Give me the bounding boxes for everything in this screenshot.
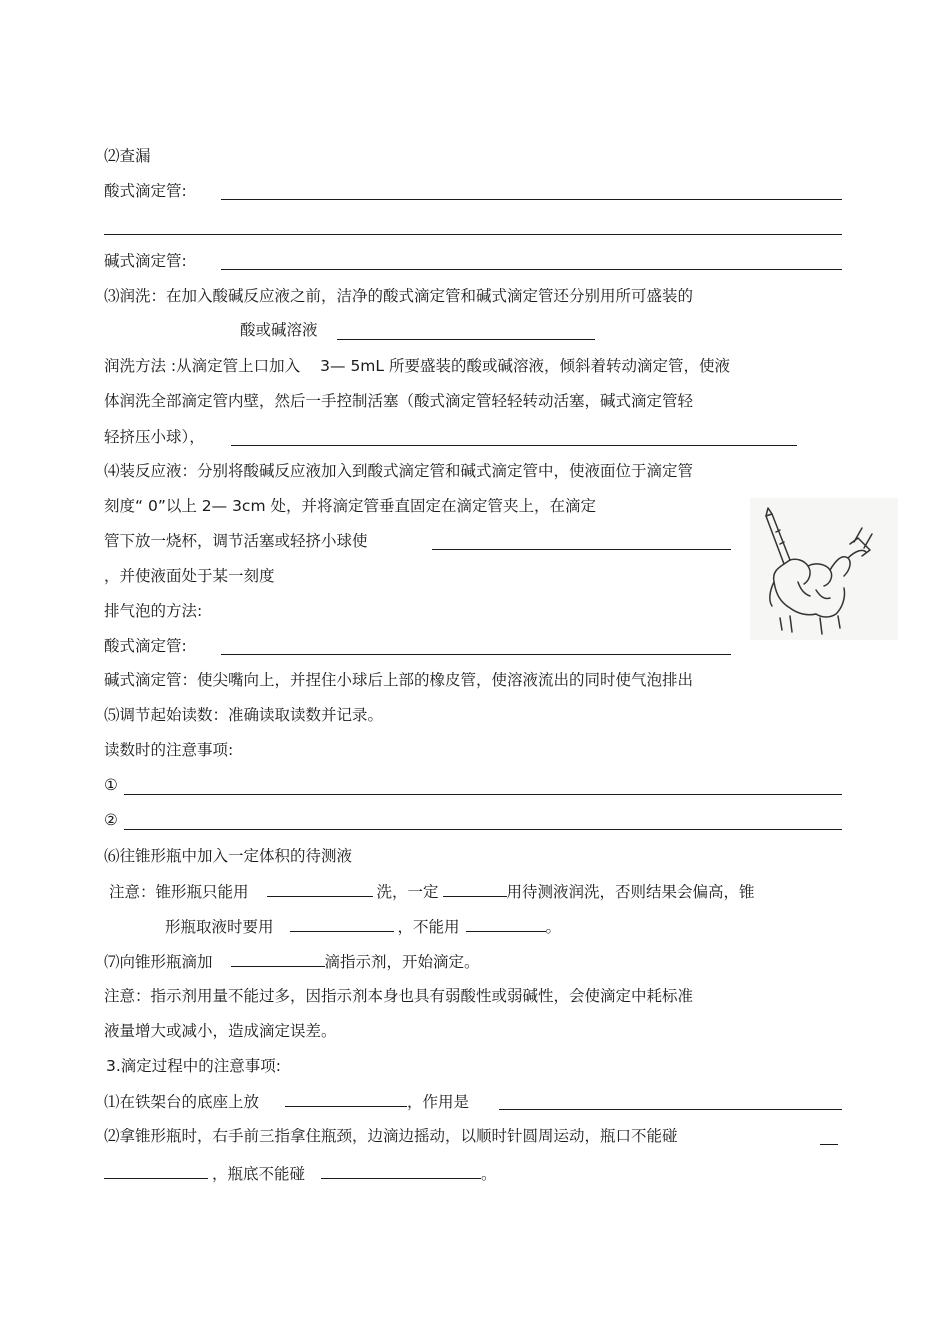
rinse-method-end: 3— 5mL 所要盛装的酸或碱溶液，倾斜着转动滴定管，使液 <box>320 357 730 375</box>
load-blank <box>432 549 731 550</box>
flask-note-line-2 <box>165 916 561 936</box>
flask-step-title: ⑹往锥形瓶中加入一定体积的待测液 <box>104 847 353 865</box>
point-2-blank-2 <box>321 1163 481 1179</box>
flask-note-text-b: 洗，一定 <box>376 883 439 901</box>
reading-note-1-marker: ① <box>104 776 118 794</box>
point-1-text-b: ，作用是 <box>407 1093 470 1111</box>
indicator-note-1: 注意：指示剂用量不能过多，因指示剂本身也具有弱酸性或弱碱性，会使滴定中耗标准 <box>104 987 694 1005</box>
point-2-text-a: ，瓶底不能碰 <box>212 1165 306 1183</box>
rinse-line-1: ⑶润洗：在加入酸碱反应液之前，洁净的酸式滴定管和碱式滴定管还分别用所可盛装的 <box>104 287 694 305</box>
reading-note-2-marker: ② <box>104 811 118 829</box>
rinse-method-line <box>104 356 730 376</box>
load-line-3: 管下放一烧杯，调节活塞或轻挤小球使 <box>104 532 368 550</box>
load-line-2: 刻度“ 0”以上 2— 3cm 处，并将滴定管垂直固定在滴定管夹上，在滴定 <box>104 497 596 515</box>
flask-blank-4 <box>466 916 546 932</box>
initial-reading-step: ⑸调节起始读数：准确读取读数并记录。 <box>104 706 384 724</box>
rinse-line-4: 体润洗全部滴定管内壁，然后一手控制活塞（酸式滴定管轻轻转动活塞，碱式滴定管轻 <box>104 392 694 410</box>
load-line-1: ⑷装反应液：分别将酸碱反应液加入到酸式滴定管和碱式滴定管中，使液面位于滴定管 <box>104 462 694 480</box>
rinse-blank <box>337 339 595 340</box>
point-2-blank-start <box>820 1144 838 1145</box>
flask-note2-text-b: ，不能用 <box>397 918 460 936</box>
reading-note-2-line <box>124 829 842 830</box>
flask-note-text-c: 用待测液润洗，否则结果会偏高，锥 <box>506 883 755 901</box>
base-buret-label: 碱式滴定管: <box>104 252 187 270</box>
flask-note-line-1 <box>109 881 755 901</box>
point-1-text-a: ⑴在铁架台的底座上放 <box>104 1093 260 1111</box>
rinse-end-blank <box>231 445 797 446</box>
flask-blank-3 <box>290 916 394 932</box>
point-2: ⑵拿锥形瓶时，右手前三指拿住瓶颈，边滴边摇动，以顺时针圆周运动，瓶口不能碰 <box>104 1127 678 1145</box>
indicator-note-2: 液量增大或减小，造成滴定误差。 <box>104 1022 337 1040</box>
rinse-method-start: 润洗方法 :从滴定管上口加入 <box>104 357 301 375</box>
acid-buret-answer-line <box>221 199 842 200</box>
point-2-blank-1 <box>104 1163 208 1179</box>
acid-buret-answer-line-2 <box>104 234 842 235</box>
point-1-blank-2 <box>499 1109 842 1110</box>
flask-note2-text-c: 。 <box>545 918 562 936</box>
section-3-heading: 3.滴定过程中的注意事项: <box>106 1057 282 1075</box>
base-buret-answer-line <box>221 269 842 270</box>
buret-hand-illustration <box>750 498 898 640</box>
point-1-blank-1 <box>285 1091 407 1107</box>
indicator-step <box>104 951 480 971</box>
check-leak-heading: ⑵查漏 <box>104 147 151 165</box>
point-2-continued <box>104 1163 497 1183</box>
flask-note2-text-a: 形瓶取液时要用 <box>165 918 274 936</box>
rinse-line-2: 酸或碱溶液 <box>240 321 318 339</box>
acid-buret-label: 酸式滴定管: <box>104 182 187 200</box>
rinse-line-5: 轻挤压小球）， <box>104 428 205 446</box>
point-1 <box>104 1091 469 1111</box>
point-2-text-b: 。 <box>481 1165 497 1183</box>
bubble-base-text: 碱式滴定管：使尖嘴向上，并捏住小球后上部的橡皮管，使溶液流出的同时使气泡排出 <box>104 671 694 689</box>
bubble-acid-blank <box>221 654 731 655</box>
bubble-acid-label: 酸式滴定管: <box>104 637 187 655</box>
indicator-blank <box>231 951 325 967</box>
load-line-4: ，并使液面处于某一刻度 <box>104 567 275 585</box>
flask-blank-1 <box>267 881 373 897</box>
flask-blank-2 <box>443 881 507 897</box>
indicator-text-a: ⑺向锥形瓶滴加 <box>104 953 213 971</box>
reading-note-1-line <box>124 794 842 795</box>
bubble-title: 排气泡的方法: <box>104 602 203 620</box>
indicator-text-b: 滴指示剂，开始滴定。 <box>324 953 480 971</box>
reading-notes-title: 读数时的注意事项: <box>104 741 234 759</box>
flask-note-text-a: 注意：锥形瓶只能用 <box>109 883 249 901</box>
